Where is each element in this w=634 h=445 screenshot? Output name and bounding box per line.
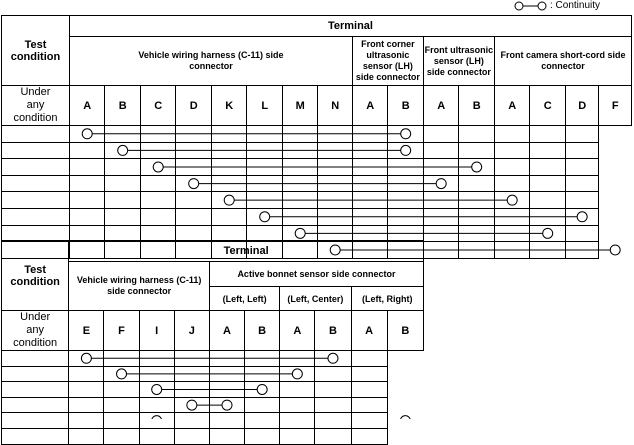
grid-cell [2,366,69,382]
grid-cell [315,351,351,367]
grid-cell [530,126,566,143]
grid-cell [459,159,495,176]
grid-cell [282,126,318,143]
grid-cell [565,142,598,159]
grid-cell [211,192,247,209]
grid-cell [105,142,141,159]
connection-row [2,428,424,444]
pin-header-cell: B [245,311,280,351]
grid-cell [69,428,104,444]
grid-cell [388,142,424,159]
grid-cell [423,192,459,209]
grid-cell [209,428,244,444]
grid-cell [530,208,566,225]
grid-cell [140,208,176,225]
grid-cell [2,428,69,444]
connection-row [2,351,424,367]
pin-header-cell: L [247,86,283,126]
grid-cell [318,192,352,209]
grid-cell [104,351,139,367]
grid-cell [69,126,105,143]
grid-cell [494,142,530,159]
grid-cell [459,242,495,259]
grid-cell [351,428,387,444]
front-ultrasonic-sensor-header: Front ultrasonic sensor (LH) side connector [423,37,494,86]
grid-cell [280,366,315,382]
continuity-table-2 [1,240,424,445]
grid-cell [247,192,283,209]
grid-cell [530,142,566,159]
grid-cell [245,366,280,382]
grid-cell [494,208,530,225]
grid-cell [423,159,459,176]
under-any-condition-label-2: Under any condition [2,311,69,351]
grid-cell [104,413,139,429]
grid-cell [423,142,459,159]
vehicle-harness-header-2: Vehicle wiring harness (C-11) side connector [69,262,210,311]
grid-cell [565,175,598,192]
pin-header-cell: A [351,311,387,351]
grid-cell [209,351,244,367]
pin-header-cell: J [174,311,209,351]
grid-cell [209,413,244,429]
grid-cell [209,382,244,398]
grid-cell [69,192,105,209]
grid-cell [104,428,139,444]
grid-cell [245,413,280,429]
front-camera-header: Front camera short-cord side connector [494,37,631,86]
grid-cell [69,413,104,429]
grid-cell [318,175,352,192]
grid-cell [174,351,209,367]
connection-row [2,192,632,209]
grid-cell [140,159,176,176]
grid-cell [280,428,315,444]
grid-cell [176,192,212,209]
grid-cell [139,397,174,413]
grid-cell [530,242,566,259]
grid-cell [209,397,244,413]
legend-text: : Continuity [550,0,601,11]
pin-header-cell: M [282,86,318,126]
grid-cell [2,126,70,143]
active-bonnet-header: Active bonnet sensor side connector [209,262,423,287]
pin-header-cell: F [599,86,632,126]
grid-cell [69,159,105,176]
grid-cell [69,142,105,159]
grid-cell [494,225,530,242]
grid-cell [459,192,495,209]
pin-header-cell: F [104,311,139,351]
pin-header-cell: B [315,311,351,351]
grid-cell [318,142,352,159]
grid-cell [174,366,209,382]
grid-cell [423,126,459,143]
pin-header-cell: B [388,86,424,126]
grid-cell [459,175,495,192]
grid-cell [174,413,209,429]
grid-cell [104,366,139,382]
subgroup-left-right: (Left, Right) [351,287,423,311]
grid-cell [245,351,280,367]
grid-cell [247,126,283,143]
grid-cell [2,192,70,209]
grid-cell [140,175,176,192]
grid-cell [176,126,212,143]
grid-cell [105,159,141,176]
test-condition-header-2: Test condition [2,241,69,311]
grid-cell [530,175,566,192]
grid-cell [388,159,424,176]
pin-header-cell: C [530,86,566,126]
grid-cell [2,397,69,413]
grid-cell [140,126,176,143]
grid-cell [105,175,141,192]
grid-cell [282,192,318,209]
continuity-table-1 [1,15,632,259]
pin-header-cell: D [565,86,598,126]
pin-header-cell: N [318,86,352,126]
pin-header-cell: A [209,311,244,351]
pin-header-cell: A [494,86,530,126]
grid-cell [530,159,566,176]
grid-cell [245,382,280,398]
grid-cell [174,397,209,413]
grid-cell [247,208,283,225]
connection-row [2,366,424,382]
grid-cell [352,159,388,176]
grid-cell [174,382,209,398]
grid-cell [351,382,387,398]
grid-cell [104,397,139,413]
grid-cell [104,382,139,398]
connection-row [2,413,424,429]
grid-cell [315,366,351,382]
pin-header-cell: A [423,86,459,126]
under-any-condition-label: Under any condition [2,86,70,126]
grid-cell [352,175,388,192]
terminal-header: Terminal [69,16,631,37]
connection-row [2,142,632,159]
grid-cell [280,351,315,367]
pin-header-cell: A [280,311,315,351]
grid-cell [2,382,69,398]
connection-row [2,382,424,398]
grid-cell [315,413,351,429]
grid-cell [69,366,104,382]
grid-cell [351,397,387,413]
front-corner-sensor-header: Front corner ultrasonic sensor (LH) side connector [352,37,423,86]
pin-header-cell: B [459,86,495,126]
grid-cell [423,225,459,242]
pin-header-cell: K [211,86,247,126]
grid-cell [459,142,495,159]
grid-cell [494,192,530,209]
pin-header-cell: E [69,311,104,351]
grid-cell [459,126,495,143]
grid-cell [2,175,70,192]
grid-cell [459,208,495,225]
grid-cell [315,382,351,398]
grid-cell [352,208,388,225]
pin-header-cell: A [69,86,105,126]
grid-cell [211,159,247,176]
grid-cell [352,126,388,143]
grid-cell [351,413,387,429]
grid-cell [176,175,212,192]
grid-cell [105,208,141,225]
grid-cell [494,175,530,192]
grid-cell [565,192,598,209]
pin-header-cell: A [352,86,388,126]
grid-cell [105,126,141,143]
grid-cell [494,242,530,259]
pin-header-cell: D [176,86,212,126]
grid-cell [459,225,495,242]
grid-cell [2,159,70,176]
grid-cell [69,397,104,413]
grid-cell [174,428,209,444]
grid-cell [245,397,280,413]
grid-cell [139,428,174,444]
grid-cell [2,413,69,429]
grid-cell [211,208,247,225]
pin-header-cell: B [105,86,141,126]
grid-cell [139,366,174,382]
grid-cell [282,208,318,225]
connection-row [2,175,632,192]
grid-cell [282,142,318,159]
grid-cell [565,159,598,176]
test-condition-header: Test condition [2,16,70,86]
grid-cell [388,208,424,225]
grid-cell [139,351,174,367]
grid-cell [530,225,566,242]
grid-cell [280,413,315,429]
grid-cell [176,159,212,176]
grid-cell [423,208,459,225]
grid-cell [69,382,104,398]
continuity-symbol-icon [514,0,550,12]
grid-cell [69,175,105,192]
grid-cell [139,413,174,429]
grid-cell [315,397,351,413]
terminal-header-2: Terminal [69,241,424,262]
grid-cell [247,159,283,176]
grid-cell [351,351,387,367]
grid-cell [388,175,424,192]
grid-cell [530,192,566,209]
grid-cell [140,192,176,209]
grid-cell [247,175,283,192]
grid-cell [211,142,247,159]
grid-cell [352,192,388,209]
vehicle-harness-header: Vehicle wiring harness (C-11) side connector [69,37,352,86]
grid-cell [388,192,424,209]
grid-cell [318,208,352,225]
connection-row [2,208,632,225]
connection-row [2,397,424,413]
pin-header-cell: B [387,311,423,351]
grid-cell [280,397,315,413]
grid-cell [318,126,352,143]
connection-row [2,126,632,143]
grid-cell [351,366,387,382]
pin-header-cell: C [140,86,176,126]
subgroup-left-left: (Left, Left) [209,287,279,311]
grid-cell [2,351,69,367]
grid-cell [388,126,424,143]
grid-cell [139,382,174,398]
connection-row [2,159,632,176]
grid-cell [2,208,70,225]
grid-cell [318,159,352,176]
grid-cell [211,126,247,143]
grid-cell [494,126,530,143]
subgroup-left-center: (Left, Center) [280,287,351,311]
grid-cell [140,142,176,159]
grid-cell [282,159,318,176]
grid-cell [282,175,318,192]
grid-cell [69,208,105,225]
grid-cell [2,142,70,159]
grid-cell [105,192,141,209]
grid-cell [423,242,459,259]
grid-cell [211,175,247,192]
grid-cell [565,225,598,242]
grid-cell [245,428,280,444]
grid-cell [247,142,283,159]
grid-cell [352,142,388,159]
pin-header-cell: I [139,311,174,351]
grid-cell [565,126,598,143]
grid-cell [69,351,104,367]
grid-cell [565,242,598,259]
grid-cell [176,208,212,225]
grid-cell [494,159,530,176]
grid-cell [315,428,351,444]
grid-cell [209,366,244,382]
grid-cell [176,142,212,159]
grid-cell [423,175,459,192]
grid-cell [565,208,598,225]
grid-cell [280,382,315,398]
